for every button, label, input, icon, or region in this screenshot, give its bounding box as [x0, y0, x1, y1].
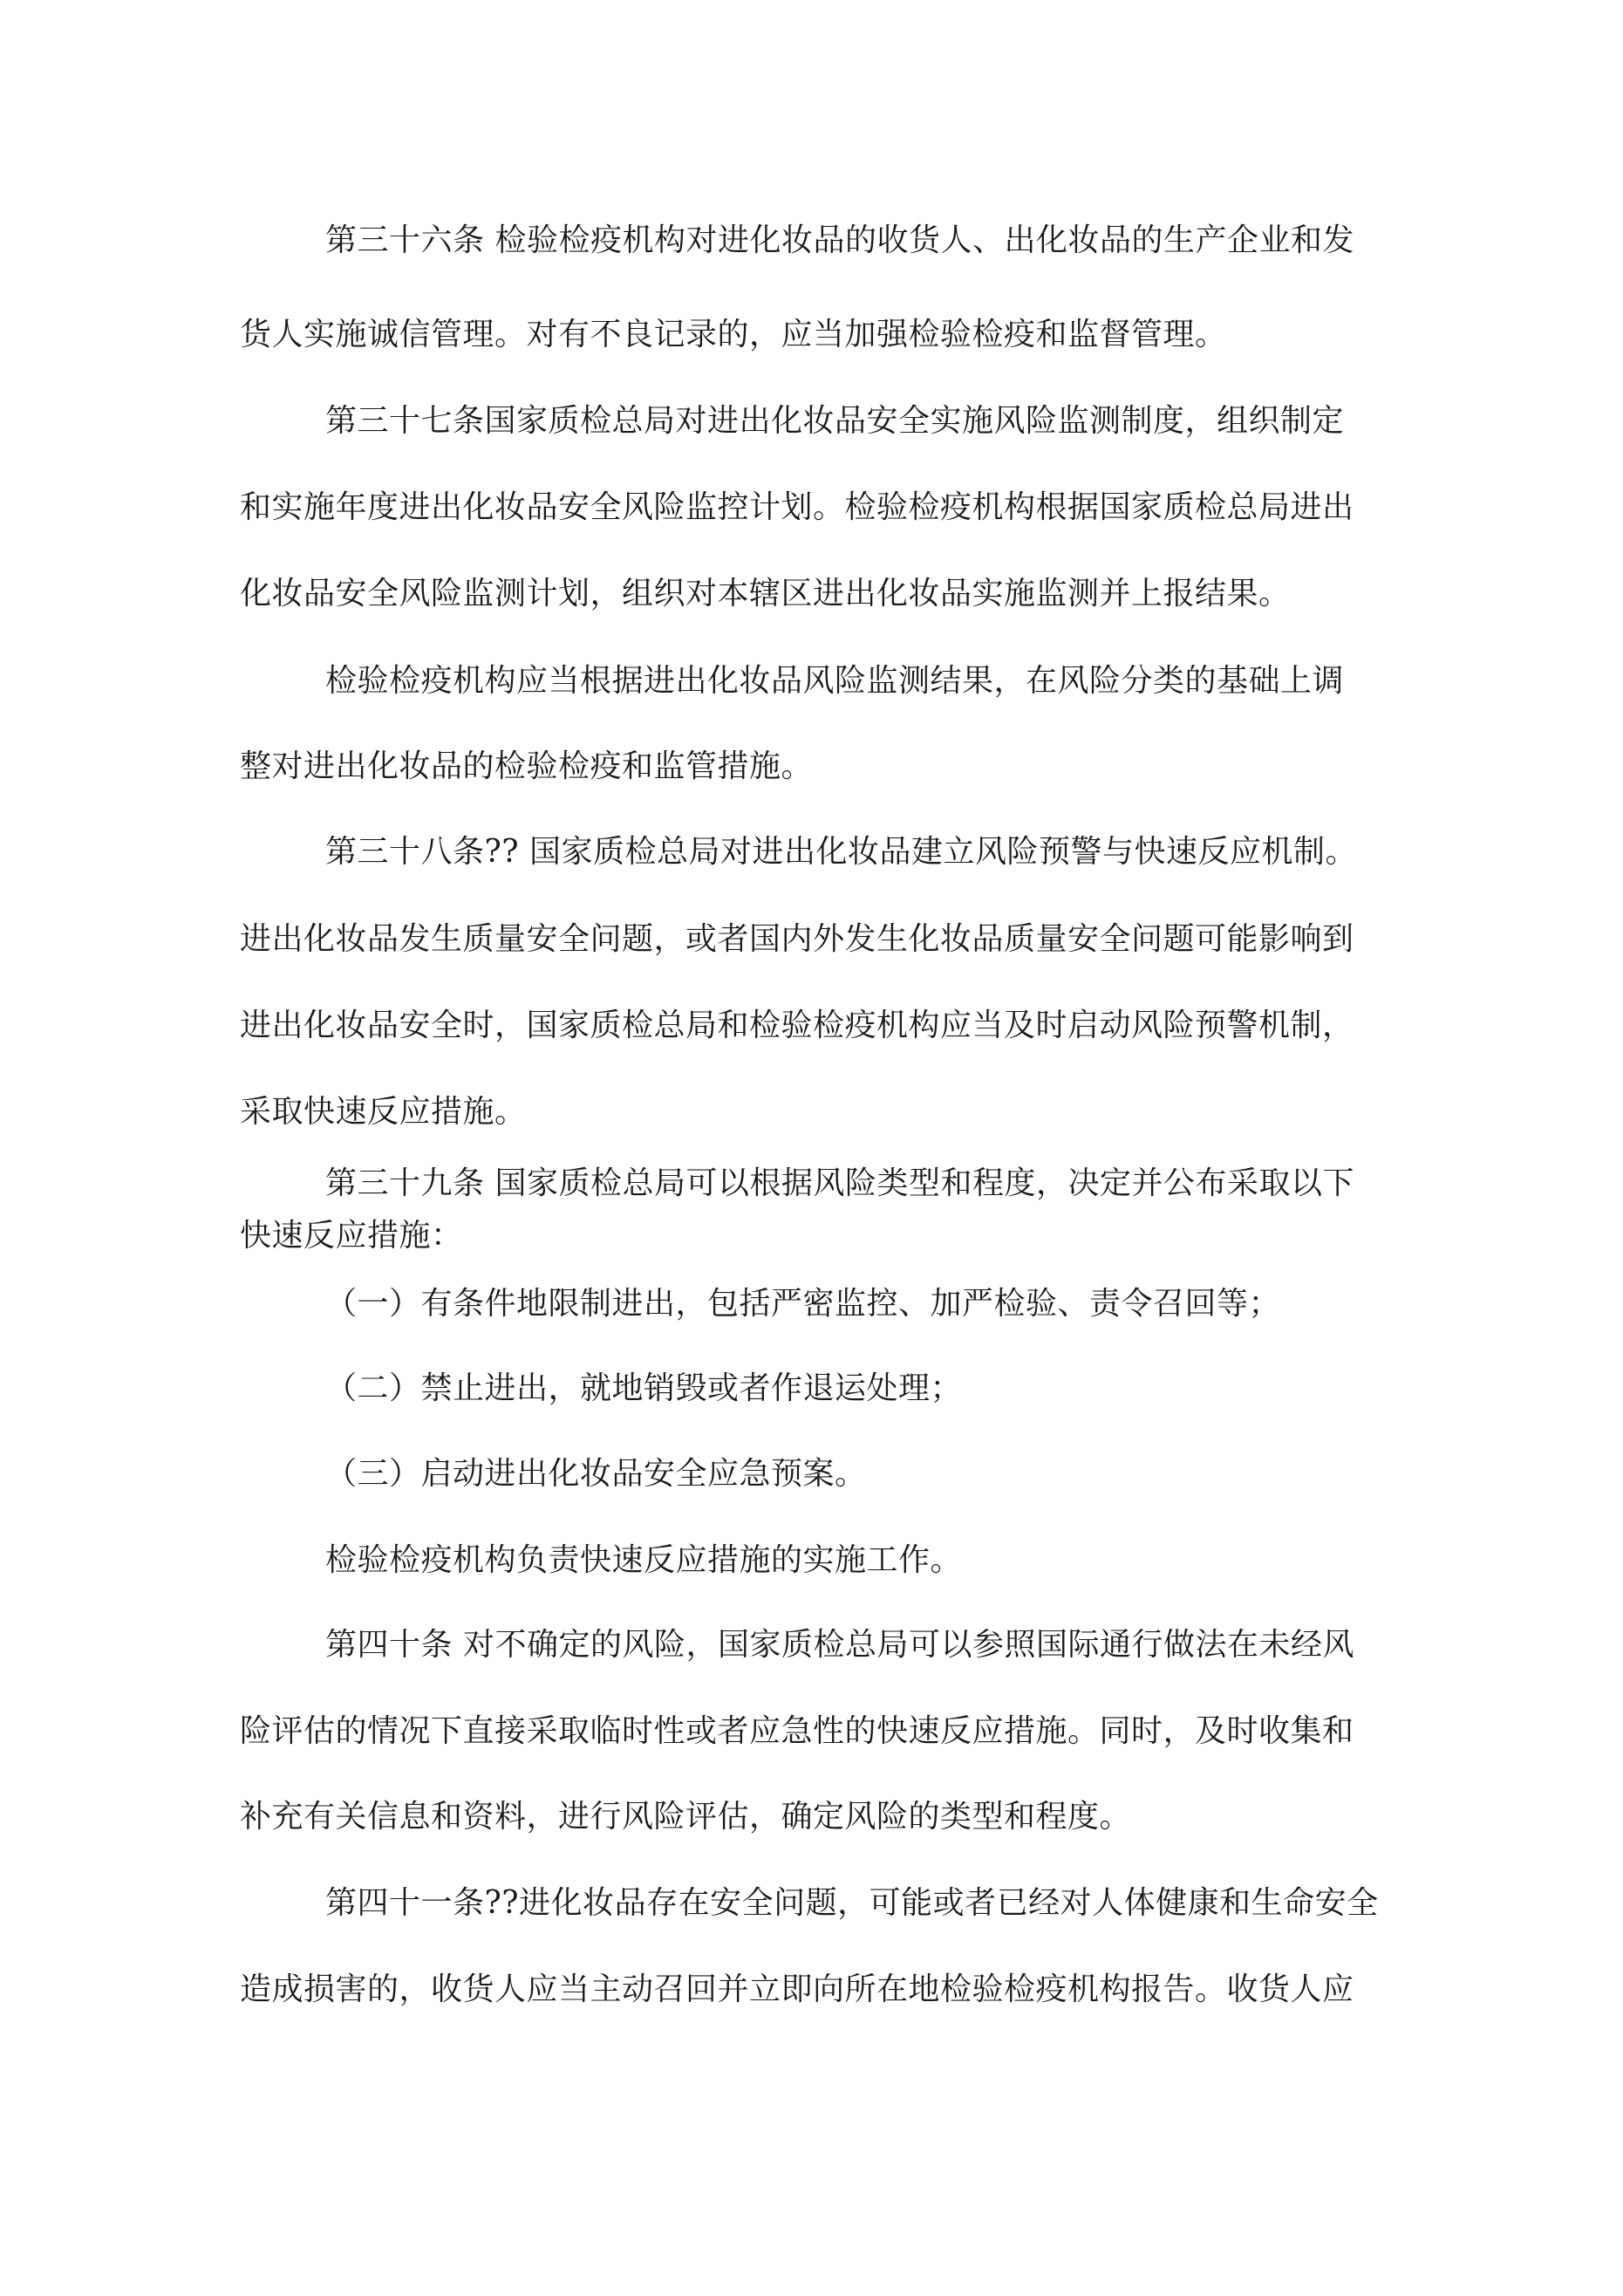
article-39-line-1: 第三十九条 国家质检总局可以根据风险类型和程度，决定并公布采取以下: [325, 1165, 1354, 1201]
article-37-line-1: 第三十七条国家质检总局对进出化妆品安全实施风险监测制度，组织制定: [325, 403, 1345, 439]
article-36-line-2: 货人实施诚信管理。对有不良记录的，应当加强检验检疫和监督管理。: [240, 317, 1227, 352]
article-41-line-1: 第四十一条??进化妆品存在安全问题，可能或者已经对人体健康和生命安全: [325, 1885, 1379, 1921]
article-39-item-1: （一）有条件地限制进出，包括严密监控、加严检验、责令召回等；: [325, 1286, 1281, 1322]
article-38-line-4: 采取快速反应措施。: [240, 1094, 527, 1130]
article-37-paragraph-2-line-1: 检验检疫机构应当根据进出化妆品风险监测结果，在风险分类的基础上调: [325, 663, 1345, 699]
article-40-line-2: 险评估的情况下直接采取临时性或者应急性的快速反应措施。同时，及时收集和: [240, 1713, 1354, 1749]
article-41-line-2: 造成损害的，收货人应当主动召回并立即向所在地检验检疫机构报告。收货人应: [240, 1971, 1354, 2007]
article-39-line-2: 快速反应措施：: [240, 1218, 463, 1254]
article-40-line-1: 第四十条 对不确定的风险，国家质检总局可以参照国际通行做法在未经风: [325, 1627, 1354, 1663]
article-39-item-2: （二）禁止进出，就地销毁或者作退运处理；: [325, 1370, 963, 1406]
article-37-line-2: 和实施年度进出化妆品安全风险监控计划。检验检疫机构根据国家质检总局进出: [240, 489, 1354, 525]
article-38-line-2: 进出化妆品发生质量安全问题，或者国内外发生化妆品质量安全问题可能影响到: [240, 921, 1354, 957]
article-36-line-1: 第三十六条 检验检疫机构对进化妆品的收货人、出化妆品的生产企业和发: [325, 222, 1354, 258]
article-40-line-3: 补充有关信息和资料，进行风险评估，确定风险的类型和程度。: [240, 1799, 1132, 1835]
article-39-item-3: （三）启动进出化妆品安全应急预案。: [325, 1456, 867, 1492]
article-37-paragraph-2-line-2: 整对进出化妆品的检验检疫和监管措施。: [240, 748, 814, 784]
article-38-line-1: 第三十八条?? 国家质检总局对进出化妆品建立风险预警与快速反应机制。: [325, 834, 1358, 870]
article-37-line-3: 化妆品安全风险监测计划，组织对本辖区进出化妆品实施监测并上报结果。: [240, 576, 1291, 612]
article-39-paragraph-2: 检验检疫机构负责快速反应措施的实施工作。: [325, 1542, 963, 1578]
article-38-line-3: 进出化妆品安全时，国家质检总局和检验检疫机构应当及时启动风险预警机制，: [240, 1008, 1354, 1043]
